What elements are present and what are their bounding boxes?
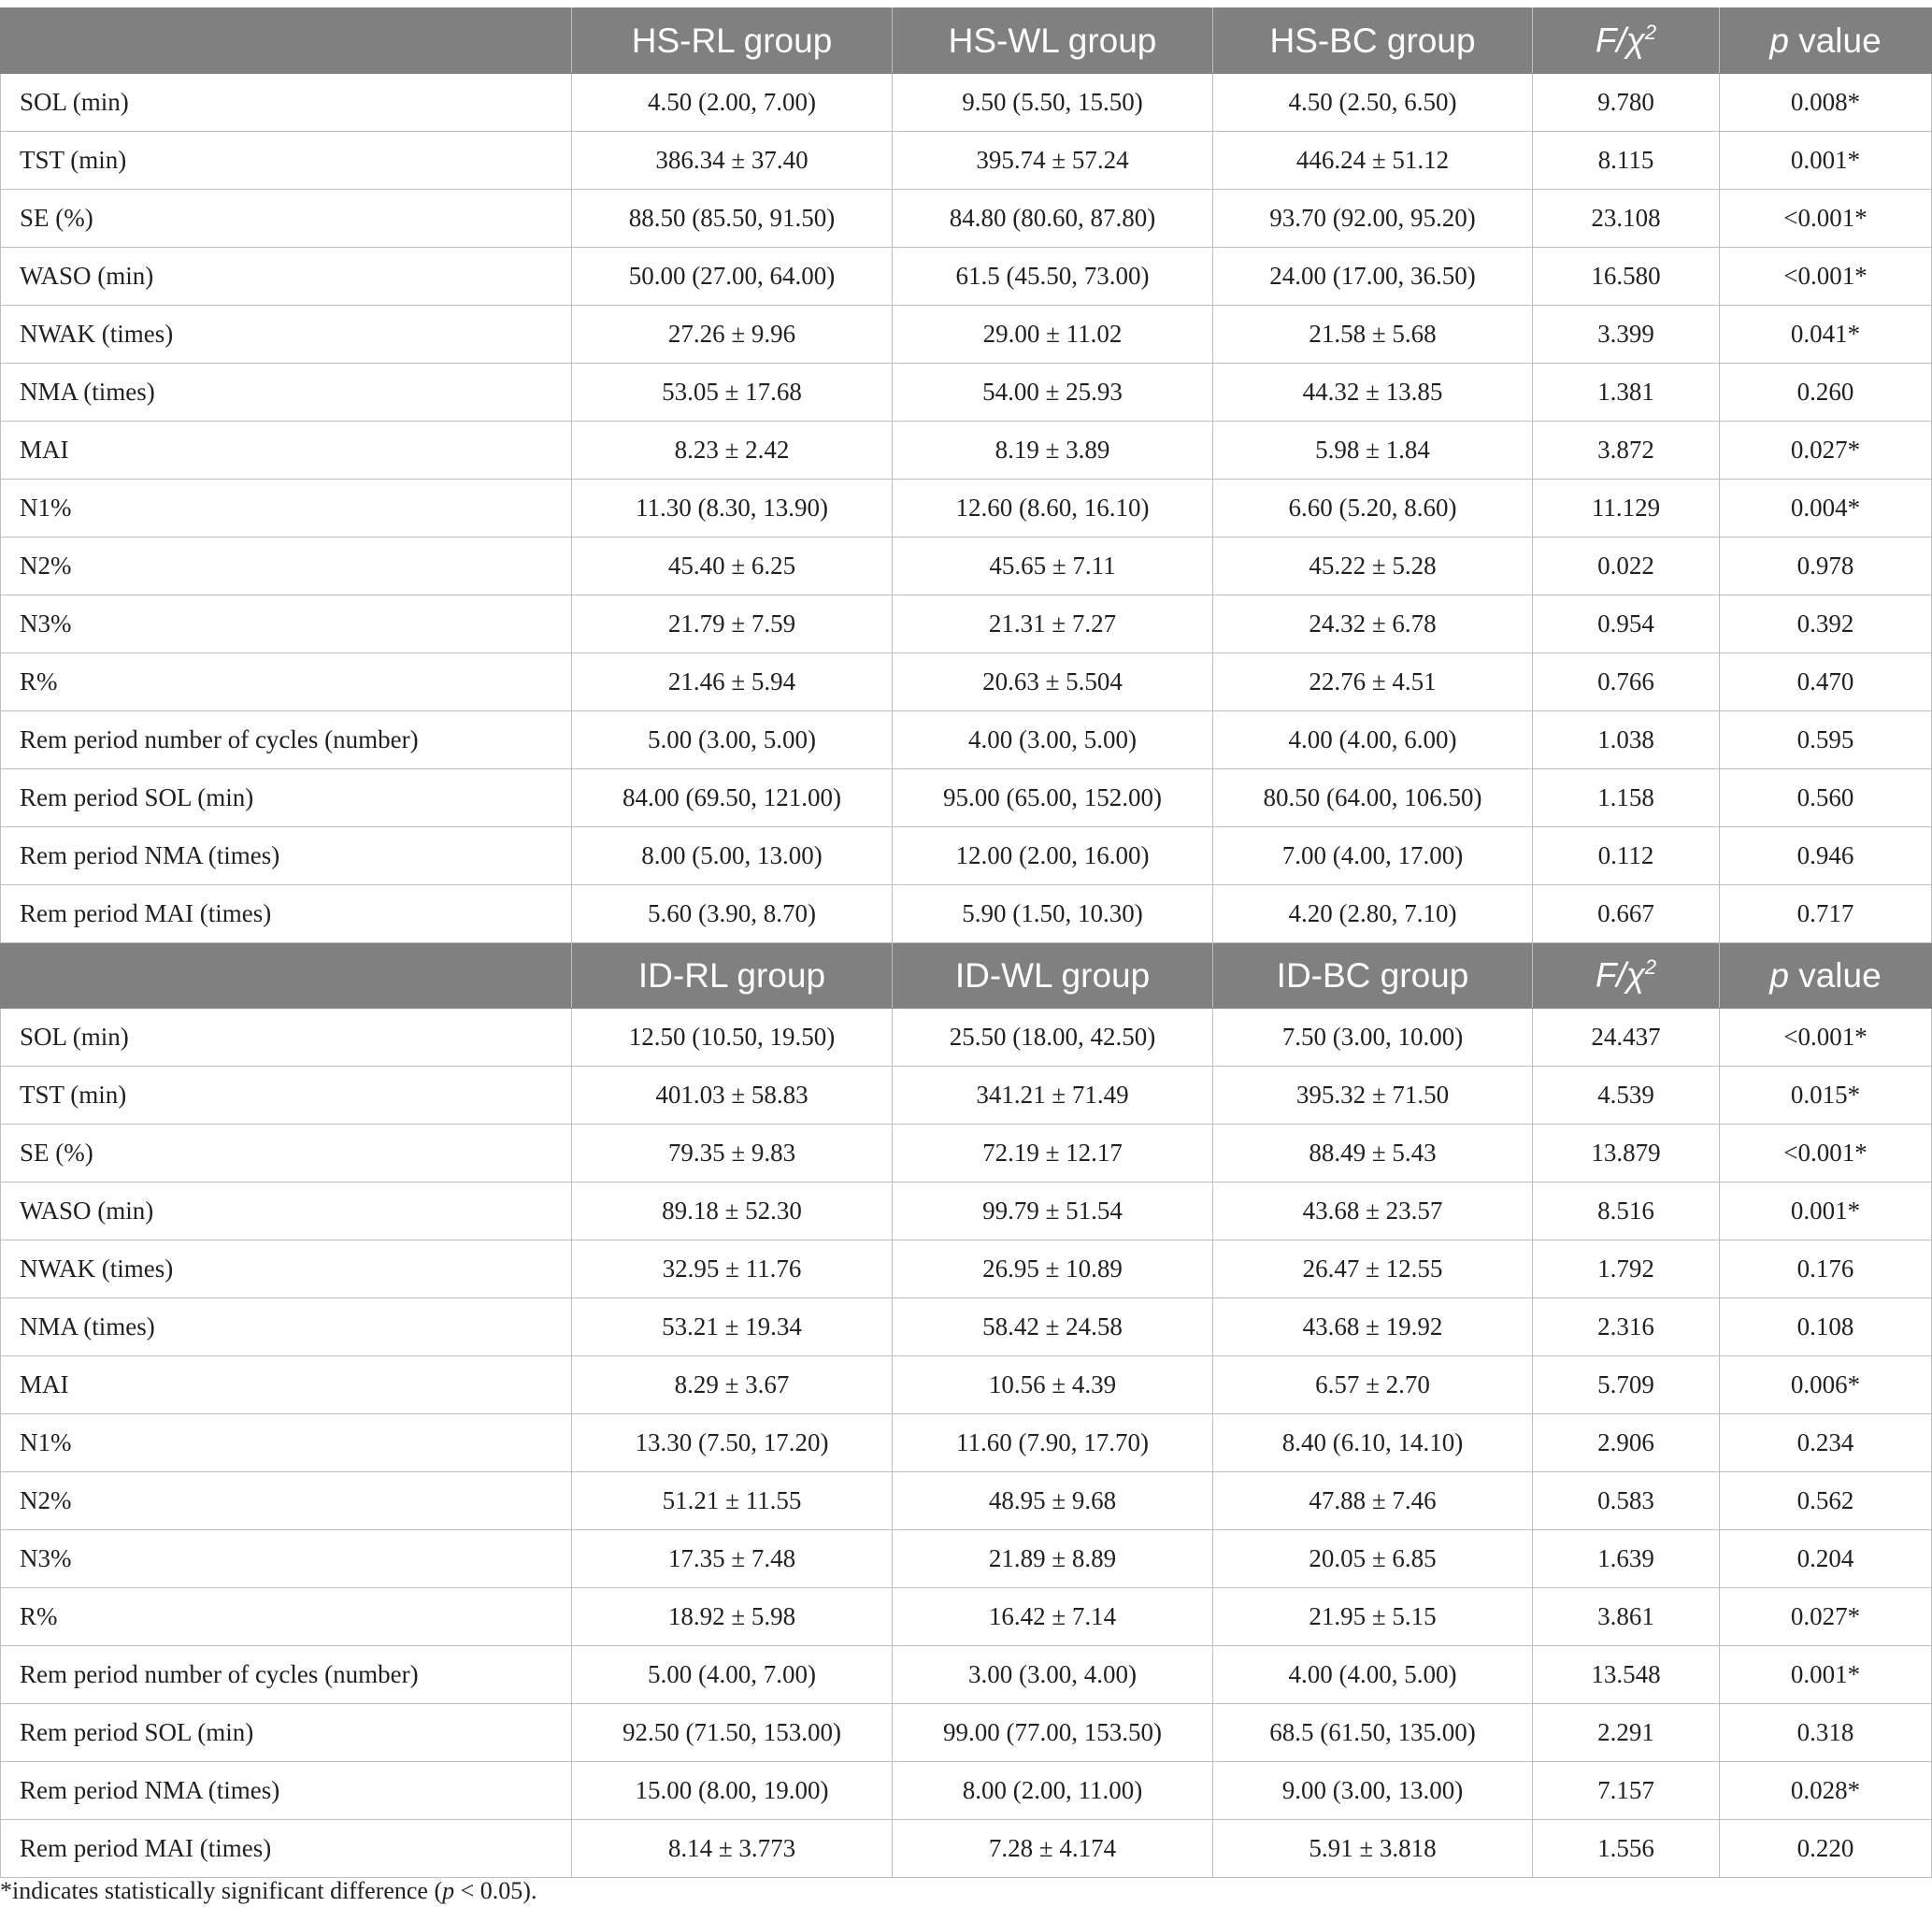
row-label: NMA (times) bbox=[1, 364, 572, 422]
group-2-value: 29.00 ± 11.02 bbox=[893, 306, 1213, 364]
group-3-value: 47.88 ± 7.46 bbox=[1213, 1472, 1533, 1530]
group-3-value: 43.68 ± 19.92 bbox=[1213, 1298, 1533, 1356]
group-1-value: 50.00 (27.00, 64.00) bbox=[572, 248, 893, 306]
p-value: 0.027* bbox=[1720, 422, 1932, 480]
row-label: SOL (min) bbox=[1, 74, 572, 132]
statistic-value: 1.381 bbox=[1533, 364, 1720, 422]
p-value: 0.015* bbox=[1720, 1067, 1932, 1125]
p-value: <0.001* bbox=[1720, 1125, 1932, 1183]
group-2-value: 7.28 ± 4.174 bbox=[893, 1820, 1213, 1878]
results-table-container bbox=[0, 7, 1932, 1878]
group-2-value: 11.60 (7.90, 17.70) bbox=[893, 1414, 1213, 1472]
footnote-p-symbol: p bbox=[442, 1877, 455, 1904]
row-label: NWAK (times) bbox=[1, 1240, 572, 1298]
table-row bbox=[1, 769, 1932, 827]
group-1-value: 84.00 (69.50, 121.00) bbox=[572, 769, 893, 827]
table-row bbox=[1, 1588, 1932, 1646]
table-row bbox=[1, 306, 1932, 364]
table-row bbox=[1, 1125, 1932, 1183]
table-row bbox=[1, 132, 1932, 190]
row-label: WASO (min) bbox=[1, 1183, 572, 1240]
p-value-label: value bbox=[1788, 21, 1882, 60]
group-3-value: 43.68 ± 23.57 bbox=[1213, 1183, 1533, 1240]
statistic-value: 23.108 bbox=[1533, 190, 1720, 248]
p-value: 0.318 bbox=[1720, 1704, 1932, 1762]
group-1-value: 8.00 (5.00, 13.00) bbox=[572, 827, 893, 885]
p-value: 0.220 bbox=[1720, 1820, 1932, 1878]
group-3-value: 20.05 ± 6.85 bbox=[1213, 1530, 1533, 1588]
table-row bbox=[1, 595, 1932, 653]
group-3-value: 8.40 (6.10, 14.10) bbox=[1213, 1414, 1533, 1472]
statistic-value: 1.639 bbox=[1533, 1530, 1720, 1588]
p-value: <0.001* bbox=[1720, 248, 1932, 306]
row-label: Rem period NMA (times) bbox=[1, 1762, 572, 1820]
p-value: 0.260 bbox=[1720, 364, 1932, 422]
table-row bbox=[1, 1240, 1932, 1298]
row-label: N2% bbox=[1, 1472, 572, 1530]
group-1-value: 8.29 ± 3.67 bbox=[572, 1356, 893, 1414]
group-3-value: 395.32 ± 71.50 bbox=[1213, 1067, 1533, 1125]
row-label: N1% bbox=[1, 480, 572, 538]
group-2-value: 21.31 ± 7.27 bbox=[893, 595, 1213, 653]
statistic-value: 7.157 bbox=[1533, 1762, 1720, 1820]
row-label: SE (%) bbox=[1, 190, 572, 248]
row-label: Rem period SOL (min) bbox=[1, 1704, 572, 1762]
group-2-value: 8.19 ± 3.89 bbox=[893, 422, 1213, 480]
group-2-value: 20.63 ± 5.504 bbox=[893, 653, 1213, 711]
row-label: N3% bbox=[1, 1530, 572, 1588]
p-value-label: value bbox=[1788, 955, 1882, 995]
statistic-value: 2.906 bbox=[1533, 1414, 1720, 1472]
p-value: 0.978 bbox=[1720, 538, 1932, 595]
group-2-value: 12.60 (8.60, 16.10) bbox=[893, 480, 1213, 538]
statistic-value: 1.038 bbox=[1533, 711, 1720, 769]
statistic-value: 3.872 bbox=[1533, 422, 1720, 480]
group-1-value: 89.18 ± 52.30 bbox=[572, 1183, 893, 1240]
group-2-value: 5.90 (1.50, 10.30) bbox=[893, 885, 1213, 943]
group-3-value: 45.22 ± 5.28 bbox=[1213, 538, 1533, 595]
statistic-value: 3.861 bbox=[1533, 1588, 1720, 1646]
group-2-value: 48.95 ± 9.68 bbox=[893, 1472, 1213, 1530]
row-label: TST (min) bbox=[1, 132, 572, 190]
table-row bbox=[1, 827, 1932, 885]
row-label: Rem period number of cycles (number) bbox=[1, 1646, 572, 1704]
group-3-value: 446.24 ± 51.12 bbox=[1213, 132, 1533, 190]
statistic-value: 8.115 bbox=[1533, 132, 1720, 190]
table-footnote bbox=[0, 1877, 537, 1905]
row-label: NWAK (times) bbox=[1, 306, 572, 364]
group-1-value: 11.30 (8.30, 13.90) bbox=[572, 480, 893, 538]
row-label: N3% bbox=[1, 595, 572, 653]
group-2-value: 16.42 ± 7.14 bbox=[893, 1588, 1213, 1646]
table-row bbox=[1, 1646, 1932, 1704]
group-2-value: 9.50 (5.50, 15.50) bbox=[893, 74, 1213, 132]
group-2-value: 10.56 ± 4.39 bbox=[893, 1356, 1213, 1414]
group-2-value: 54.00 ± 25.93 bbox=[893, 364, 1213, 422]
p-value: 0.028* bbox=[1720, 1762, 1932, 1820]
group-3-value: 22.76 ± 4.51 bbox=[1213, 653, 1533, 711]
group-2-value: 3.00 (3.00, 4.00) bbox=[893, 1646, 1213, 1704]
group-1-value: 53.21 ± 19.34 bbox=[572, 1298, 893, 1356]
group-3-value: 21.58 ± 5.68 bbox=[1213, 306, 1533, 364]
row-label: TST (min) bbox=[1, 1067, 572, 1125]
p-value: 0.595 bbox=[1720, 711, 1932, 769]
group-2-value: 84.80 (80.60, 87.80) bbox=[893, 190, 1213, 248]
header-empty-cell bbox=[1, 8, 572, 74]
statistic-value: 13.548 bbox=[1533, 1646, 1720, 1704]
p-value: 0.176 bbox=[1720, 1240, 1932, 1298]
table-row bbox=[1, 1009, 1932, 1067]
statistic-value: 0.667 bbox=[1533, 885, 1720, 943]
group-1-value: 15.00 (8.00, 19.00) bbox=[572, 1762, 893, 1820]
table-row bbox=[1, 1530, 1932, 1588]
statistic-value: 1.792 bbox=[1533, 1240, 1720, 1298]
group-3-value: 21.95 ± 5.15 bbox=[1213, 1588, 1533, 1646]
group-3-value: 5.98 ± 1.84 bbox=[1213, 422, 1533, 480]
header-group-2: HS-WL group bbox=[893, 8, 1213, 74]
p-value: 0.108 bbox=[1720, 1298, 1932, 1356]
table-row bbox=[1, 711, 1932, 769]
group-1-value: 32.95 ± 11.76 bbox=[572, 1240, 893, 1298]
header-group-1: ID-RL group bbox=[572, 943, 893, 1009]
p-value: 0.392 bbox=[1720, 595, 1932, 653]
group-3-value: 88.49 ± 5.43 bbox=[1213, 1125, 1533, 1183]
group-2-value: 99.00 (77.00, 153.50) bbox=[893, 1704, 1213, 1762]
p-symbol: p bbox=[1769, 955, 1789, 995]
group-1-value: 51.21 ± 11.55 bbox=[572, 1472, 893, 1530]
p-value: 0.001* bbox=[1720, 1646, 1932, 1704]
table-row bbox=[1, 1067, 1932, 1125]
statistic-value: 3.399 bbox=[1533, 306, 1720, 364]
group-1-value: 88.50 (85.50, 91.50) bbox=[572, 190, 893, 248]
group-2-value: 45.65 ± 7.11 bbox=[893, 538, 1213, 595]
table-row bbox=[1, 538, 1932, 595]
row-label: Rem period number of cycles (number) bbox=[1, 711, 572, 769]
group-1-value: 13.30 (7.50, 17.20) bbox=[572, 1414, 893, 1472]
p-value: 0.946 bbox=[1720, 827, 1932, 885]
statistic-symbol: F/χ bbox=[1595, 21, 1645, 60]
header-statistic bbox=[1533, 943, 1720, 1009]
group-2-value: 395.74 ± 57.24 bbox=[893, 132, 1213, 190]
statistic-value: 1.556 bbox=[1533, 1820, 1720, 1878]
group-2-value: 4.00 (3.00, 5.00) bbox=[893, 711, 1213, 769]
p-value: <0.001* bbox=[1720, 190, 1932, 248]
sleep-parameters-table bbox=[0, 7, 1932, 1878]
p-value: 0.008* bbox=[1720, 74, 1932, 132]
group-1-value: 27.26 ± 9.96 bbox=[572, 306, 893, 364]
group-1-value: 386.34 ± 37.40 bbox=[572, 132, 893, 190]
group-1-value: 53.05 ± 17.68 bbox=[572, 364, 893, 422]
group-2-value: 26.95 ± 10.89 bbox=[893, 1240, 1213, 1298]
group-3-value: 5.91 ± 3.818 bbox=[1213, 1820, 1533, 1878]
group-2-value: 21.89 ± 8.89 bbox=[893, 1530, 1213, 1588]
group-2-value: 61.5 (45.50, 73.00) bbox=[893, 248, 1213, 306]
table-body bbox=[1, 8, 1932, 1878]
table-row bbox=[1, 1472, 1932, 1530]
group-1-value: 79.35 ± 9.83 bbox=[572, 1125, 893, 1183]
header-p-value bbox=[1720, 8, 1932, 74]
p-value: 0.001* bbox=[1720, 1183, 1932, 1240]
p-value: 0.562 bbox=[1720, 1472, 1932, 1530]
statistic-value: 16.580 bbox=[1533, 248, 1720, 306]
p-value: 0.041* bbox=[1720, 306, 1932, 364]
group-3-value: 24.32 ± 6.78 bbox=[1213, 595, 1533, 653]
group-2-value: 8.00 (2.00, 11.00) bbox=[893, 1762, 1213, 1820]
group-3-value: 4.00 (4.00, 6.00) bbox=[1213, 711, 1533, 769]
group-2-value: 12.00 (2.00, 16.00) bbox=[893, 827, 1213, 885]
statistic-value: 4.539 bbox=[1533, 1067, 1720, 1125]
group-2-value: 25.50 (18.00, 42.50) bbox=[893, 1009, 1213, 1067]
group-2-value: 72.19 ± 12.17 bbox=[893, 1125, 1213, 1183]
group-1-value: 92.50 (71.50, 153.00) bbox=[572, 1704, 893, 1762]
group-3-value: 4.20 (2.80, 7.10) bbox=[1213, 885, 1533, 943]
group-3-value: 4.00 (4.00, 5.00) bbox=[1213, 1646, 1533, 1704]
p-value: 0.560 bbox=[1720, 769, 1932, 827]
section-header-row bbox=[1, 8, 1932, 74]
group-1-value: 12.50 (10.50, 19.50) bbox=[572, 1009, 893, 1067]
p-value: 0.234 bbox=[1720, 1414, 1932, 1472]
footnote-suffix: < 0.05). bbox=[454, 1877, 537, 1904]
header-group-3: ID-BC group bbox=[1213, 943, 1533, 1009]
row-label: R% bbox=[1, 1588, 572, 1646]
group-3-value: 7.50 (3.00, 10.00) bbox=[1213, 1009, 1533, 1067]
p-symbol: p bbox=[1769, 21, 1789, 60]
p-value: 0.717 bbox=[1720, 885, 1932, 943]
statistic-superscript: 2 bbox=[1644, 955, 1657, 980]
table-row bbox=[1, 1820, 1932, 1878]
row-label: MAI bbox=[1, 1356, 572, 1414]
group-3-value: 24.00 (17.00, 36.50) bbox=[1213, 248, 1533, 306]
table-row bbox=[1, 422, 1932, 480]
group-1-value: 5.00 (3.00, 5.00) bbox=[572, 711, 893, 769]
table-row bbox=[1, 885, 1932, 943]
p-value: 0.004* bbox=[1720, 480, 1932, 538]
group-1-value: 17.35 ± 7.48 bbox=[572, 1530, 893, 1588]
p-value: 0.027* bbox=[1720, 1588, 1932, 1646]
p-value: 0.470 bbox=[1720, 653, 1932, 711]
group-1-value: 18.92 ± 5.98 bbox=[572, 1588, 893, 1646]
table-row bbox=[1, 1414, 1932, 1472]
group-2-value: 99.79 ± 51.54 bbox=[893, 1183, 1213, 1240]
group-1-value: 401.03 ± 58.83 bbox=[572, 1067, 893, 1125]
group-3-value: 4.50 (2.50, 6.50) bbox=[1213, 74, 1533, 132]
statistic-value: 24.437 bbox=[1533, 1009, 1720, 1067]
table-row bbox=[1, 1298, 1932, 1356]
header-group-2: ID-WL group bbox=[893, 943, 1213, 1009]
statistic-value: 2.291 bbox=[1533, 1704, 1720, 1762]
group-2-value: 58.42 ± 24.58 bbox=[893, 1298, 1213, 1356]
group-3-value: 44.32 ± 13.85 bbox=[1213, 364, 1533, 422]
group-2-value: 95.00 (65.00, 152.00) bbox=[893, 769, 1213, 827]
table-row bbox=[1, 653, 1932, 711]
statistic-value: 0.022 bbox=[1533, 538, 1720, 595]
row-label: WASO (min) bbox=[1, 248, 572, 306]
row-label: NMA (times) bbox=[1, 1298, 572, 1356]
statistic-superscript: 2 bbox=[1644, 21, 1657, 45]
statistic-value: 5.709 bbox=[1533, 1356, 1720, 1414]
group-3-value: 26.47 ± 12.55 bbox=[1213, 1240, 1533, 1298]
group-1-value: 21.79 ± 7.59 bbox=[572, 595, 893, 653]
table-row bbox=[1, 74, 1932, 132]
header-empty-cell bbox=[1, 943, 572, 1009]
statistic-value: 1.158 bbox=[1533, 769, 1720, 827]
row-label: N1% bbox=[1, 1414, 572, 1472]
p-value: <0.001* bbox=[1720, 1009, 1932, 1067]
p-value: 0.006* bbox=[1720, 1356, 1932, 1414]
table-row bbox=[1, 480, 1932, 538]
row-label: Rem period SOL (min) bbox=[1, 769, 572, 827]
group-1-value: 45.40 ± 6.25 bbox=[572, 538, 893, 595]
statistic-value: 0.954 bbox=[1533, 595, 1720, 653]
group-3-value: 6.60 (5.20, 8.60) bbox=[1213, 480, 1533, 538]
section-header-row bbox=[1, 943, 1932, 1009]
statistic-value: 11.129 bbox=[1533, 480, 1720, 538]
header-group-3: HS-BC group bbox=[1213, 8, 1533, 74]
table-row bbox=[1, 1356, 1932, 1414]
footnote-prefix: *indicates statistically significant difference ( bbox=[0, 1877, 443, 1904]
statistic-symbol: F/χ bbox=[1595, 955, 1645, 995]
group-2-value: 341.21 ± 71.49 bbox=[893, 1067, 1213, 1125]
statistic-value: 0.583 bbox=[1533, 1472, 1720, 1530]
p-value: 0.204 bbox=[1720, 1530, 1932, 1588]
table-row bbox=[1, 190, 1932, 248]
group-3-value: 6.57 ± 2.70 bbox=[1213, 1356, 1533, 1414]
row-label: SOL (min) bbox=[1, 1009, 572, 1067]
row-label: R% bbox=[1, 653, 572, 711]
statistic-value: 9.780 bbox=[1533, 74, 1720, 132]
table-row bbox=[1, 364, 1932, 422]
group-1-value: 8.23 ± 2.42 bbox=[572, 422, 893, 480]
row-label: N2% bbox=[1, 538, 572, 595]
row-label: Rem period MAI (times) bbox=[1, 885, 572, 943]
row-label: MAI bbox=[1, 422, 572, 480]
table-row bbox=[1, 248, 1932, 306]
group-1-value: 5.60 (3.90, 8.70) bbox=[572, 885, 893, 943]
header-statistic bbox=[1533, 8, 1720, 74]
statistic-value: 13.879 bbox=[1533, 1125, 1720, 1183]
group-1-value: 5.00 (4.00, 7.00) bbox=[572, 1646, 893, 1704]
table-row bbox=[1, 1183, 1932, 1240]
group-3-value: 80.50 (64.00, 106.50) bbox=[1213, 769, 1533, 827]
group-3-value: 9.00 (3.00, 13.00) bbox=[1213, 1762, 1533, 1820]
group-1-value: 21.46 ± 5.94 bbox=[572, 653, 893, 711]
statistic-value: 0.766 bbox=[1533, 653, 1720, 711]
statistic-value: 0.112 bbox=[1533, 827, 1720, 885]
group-3-value: 93.70 (92.00, 95.20) bbox=[1213, 190, 1533, 248]
table-row bbox=[1, 1704, 1932, 1762]
group-3-value: 7.00 (4.00, 17.00) bbox=[1213, 827, 1533, 885]
header-p-value bbox=[1720, 943, 1932, 1009]
group-3-value: 68.5 (61.50, 135.00) bbox=[1213, 1704, 1533, 1762]
table-row bbox=[1, 1762, 1932, 1820]
statistic-value: 2.316 bbox=[1533, 1298, 1720, 1356]
group-1-value: 4.50 (2.00, 7.00) bbox=[572, 74, 893, 132]
row-label: Rem period NMA (times) bbox=[1, 827, 572, 885]
header-group-1: HS-RL group bbox=[572, 8, 893, 74]
p-value: 0.001* bbox=[1720, 132, 1932, 190]
group-1-value: 8.14 ± 3.773 bbox=[572, 1820, 893, 1878]
row-label: SE (%) bbox=[1, 1125, 572, 1183]
statistic-value: 8.516 bbox=[1533, 1183, 1720, 1240]
row-label: Rem period MAI (times) bbox=[1, 1820, 572, 1878]
